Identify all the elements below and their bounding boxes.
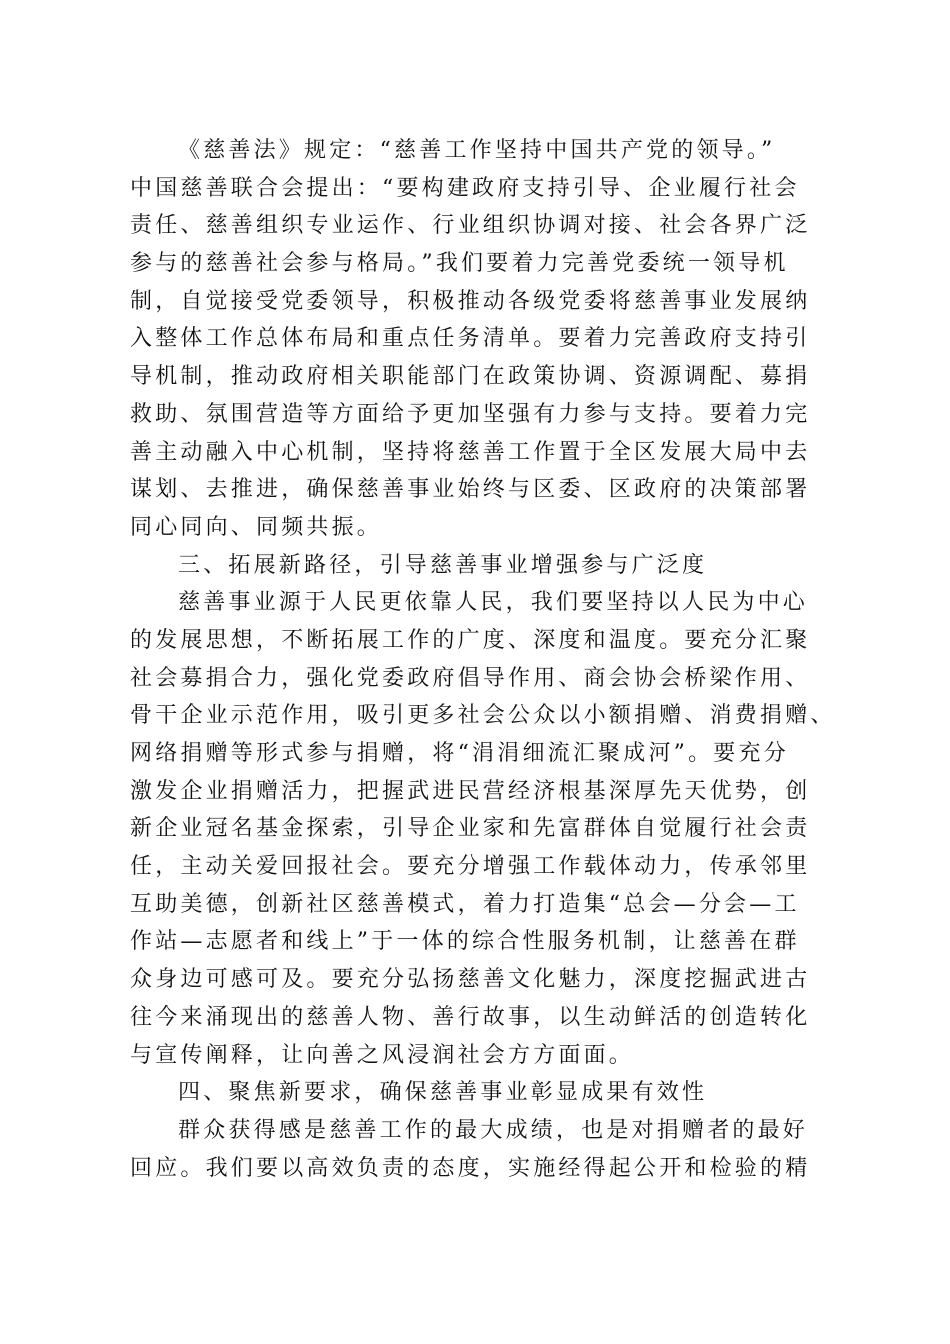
text-line: 善主动融入中心机制，坚持将慈善工作置于全区发展大局中去: [130, 439, 811, 465]
body-text: [130, 132, 836, 1187]
text-line: 与宣传阐释，让向善之风浸润社会方方面面。: [130, 1042, 635, 1068]
text-line: 的发展思想，不断拓展工作的广度、深度和温度。要充分汇聚: [130, 627, 811, 653]
text-line: 众身边可感可及。要充分弘扬慈善文化魅力，深度挖掘武进古: [130, 967, 811, 993]
text-line: 网络捐赠等形式参与捐赠，将“涓涓细流汇聚成河”。要充分: [130, 741, 789, 766]
text-line: 回应。我们要以高效负责的态度，实施经得起公开和检验的精: [130, 1155, 811, 1181]
text-line: 骨干企业示范作用，吸引更多社会公众以小额捐赠、消费捐赠、: [130, 703, 836, 729]
text-line: 入整体工作总体布局和重点任务清单。要着力完善政府支持引: [130, 326, 811, 352]
text-line: 中国慈善联合会提出：“要构建政府支持引导、企业履行社会: [130, 175, 800, 201]
section-heading: 三、拓展新路径，引导慈善事业增强参与广泛度: [178, 552, 708, 578]
text-line: 往今来涌现出的慈善人物、善行故事，以生动鲜活的创造转化: [130, 1004, 811, 1030]
section-heading: 四、聚焦新要求，确保慈善事业彰显成果有效性: [178, 1080, 708, 1106]
text-line: 谋划、去推进，确保慈善事业始终与区委、区政府的决策部署: [130, 477, 811, 503]
text-line: 救助、氛围营造等方面给予更加坚强有力参与支持。要着力完: [130, 401, 811, 427]
text-line: 导机制，推动政府相关职能部门在政策协调、资源调配、募捐: [130, 364, 811, 390]
text-line: 互助美德，创新社区慈善模式，着力打造集“总会—分会—工: [130, 891, 800, 917]
text-line: 任，主动关爱回报社会。要充分增强工作载体动力，传承邻里: [130, 854, 811, 880]
text-line: 同心同向、同频共振。: [130, 514, 383, 540]
text-line: 激发企业捐赠活力，把握武进民营经济根基深厚先天优势，创: [130, 778, 811, 804]
text-line: 制，自觉接受党委领导，积极推动各级党委将慈善事业发展纳: [130, 288, 811, 314]
text-line: 社会募捐合力，强化党委政府倡导作用、商会协会桥梁作用、: [130, 665, 811, 691]
text-line: 群众获得感是慈善工作的最大成绩，也是对捐赠者的最好: [178, 1117, 809, 1143]
text-line: 《慈善法》规定：“慈善工作坚持中国共产党的领导。”: [178, 138, 776, 163]
text-line: 作站—志愿者和线上”于一体的综合性服务机制，让慈善在群: [130, 929, 800, 955]
text-line: 慈善事业源于人民更依靠人民，我们要坚持以人民为中心: [178, 590, 809, 616]
text-line: 新企业冠名基金探索，引导企业家和先富群体自觉履行社会责: [130, 816, 811, 842]
text-line: 参与的慈善社会参与格局。”我们要着力完善党委统一领导机: [130, 251, 789, 277]
text-line: 责任、慈善组织专业运作、行业组织协调对接、社会各界广泛: [130, 213, 811, 239]
